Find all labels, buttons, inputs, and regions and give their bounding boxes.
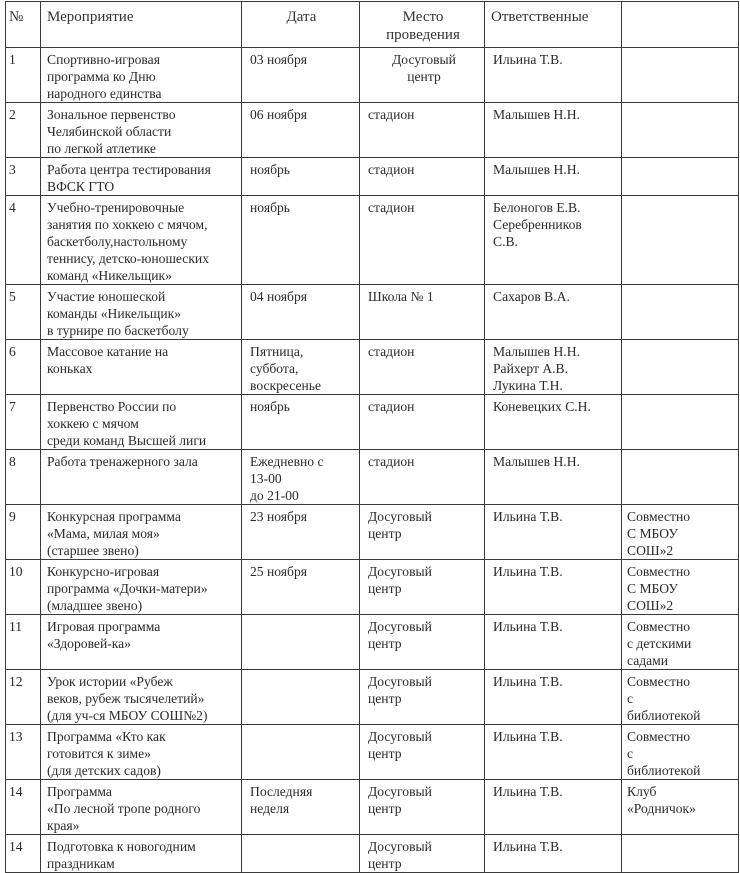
- event-place: Досуговый центр: [360, 670, 485, 725]
- table-row: [6, 505, 739, 560]
- table-row: [6, 615, 739, 670]
- table-row: [6, 285, 739, 340]
- event-place: Досуговый центр: [360, 835, 485, 873]
- event-name: Конкурсная программа «Мама, милая моя» (старшее звено): [41, 505, 242, 560]
- row-number: 11: [6, 615, 41, 670]
- event-note: [622, 103, 739, 158]
- row-number: 2: [6, 103, 41, 158]
- event-place: Досуговый центр: [360, 780, 485, 835]
- table-row: [6, 158, 739, 196]
- event-date: Ежедневно с 13-00 до 21-00: [242, 450, 360, 505]
- event-responsible: Ильина Т.В.: [485, 725, 622, 780]
- event-place: стадион: [360, 158, 485, 196]
- event-name: Массовое катание на коньках: [41, 340, 242, 395]
- event-note: Клуб «Родничок»: [622, 780, 739, 835]
- event-date: 06 ноября: [242, 103, 360, 158]
- table-row: [6, 560, 739, 615]
- event-date: ноябрь: [242, 395, 360, 450]
- event-responsible: Малышев Н.Н. Райхерт А.В. Лукина Т.Н.: [485, 340, 622, 395]
- event-date: [242, 725, 360, 780]
- table-body: [6, 48, 739, 873]
- table-row: [6, 196, 739, 285]
- table-row: [6, 450, 739, 505]
- event-responsible: Ильина Т.В.: [485, 670, 622, 725]
- table-row: [6, 780, 739, 835]
- event-note: [622, 158, 739, 196]
- row-number: 13: [6, 725, 41, 780]
- event-date: Последняя неделя: [242, 780, 360, 835]
- table-row: [6, 670, 739, 725]
- table-row: [6, 103, 739, 158]
- event-note: [622, 340, 739, 395]
- event-date: Пятница, суббота, воскресенье: [242, 340, 360, 395]
- row-number: 3: [6, 158, 41, 196]
- events-table: [5, 1, 739, 873]
- event-place: Досуговый центр: [360, 725, 485, 780]
- header-date: Дата: [242, 2, 360, 48]
- document-sheet: [5, 1, 738, 871]
- event-date: ноябрь: [242, 158, 360, 196]
- header-num: №: [6, 2, 41, 48]
- table-row: [6, 835, 739, 873]
- event-place: стадион: [360, 450, 485, 505]
- event-responsible: Коневецких С.Н.: [485, 395, 622, 450]
- event-responsible: Ильина Т.В.: [485, 615, 622, 670]
- event-place: Досуговый центр: [360, 48, 485, 103]
- event-date: 25 ноября: [242, 560, 360, 615]
- event-responsible: Ильина Т.В.: [485, 780, 622, 835]
- event-note: [622, 835, 739, 873]
- event-note: Совместно с детскими садами: [622, 615, 739, 670]
- event-note: Совместно С МБОУ СОШ»2: [622, 505, 739, 560]
- event-responsible: Ильина Т.В.: [485, 560, 622, 615]
- event-date: [242, 615, 360, 670]
- row-number: 12: [6, 670, 41, 725]
- event-date: [242, 670, 360, 725]
- event-name: Урок истории «Рубеж веков, рубеж тысячелетий» (для уч-ся МБОУ СОШ№2): [41, 670, 242, 725]
- row-number: 1: [6, 48, 41, 103]
- event-name: Подготовка к новогодним праздникам: [41, 835, 242, 873]
- event-date: 04 ноября: [242, 285, 360, 340]
- row-number: 6: [6, 340, 41, 395]
- event-note: Совместно С МБОУ СОШ»2: [622, 560, 739, 615]
- event-responsible: Ильина Т.В.: [485, 48, 622, 103]
- event-responsible: Малышев Н.Н.: [485, 450, 622, 505]
- row-number: 4: [6, 196, 41, 285]
- event-note: [622, 48, 739, 103]
- event-date: 23 ноября: [242, 505, 360, 560]
- event-note: [622, 450, 739, 505]
- event-responsible: Ильина Т.В.: [485, 835, 622, 873]
- event-responsible: Малышев Н.Н.: [485, 103, 622, 158]
- event-note: [622, 395, 739, 450]
- event-name: Зональное первенство Челябинской области по легкой атлетике: [41, 103, 242, 158]
- event-name: Программа «По лесной тропе родного края»: [41, 780, 242, 835]
- event-place: Школа № 1: [360, 285, 485, 340]
- event-name: Спортивно-игровая программа ко Дню народного единства: [41, 48, 242, 103]
- event-name: Игровая программа «Здоровей-ка»: [41, 615, 242, 670]
- row-number: 5: [6, 285, 41, 340]
- event-date: 03 ноября: [242, 48, 360, 103]
- event-place: стадион: [360, 340, 485, 395]
- table-row: [6, 48, 739, 103]
- row-number: 8: [6, 450, 41, 505]
- event-name: Конкурсно-игровая программа «Дочки-матери» (младшее звено): [41, 560, 242, 615]
- event-name: Программа «Кто как готовится к зиме» (для детских садов): [41, 725, 242, 780]
- row-number: 14: [6, 835, 41, 873]
- event-date: [242, 835, 360, 873]
- event-responsible: Малышев Н.Н.: [485, 158, 622, 196]
- event-place: Досуговый центр: [360, 615, 485, 670]
- header-responsible: Ответственные: [485, 2, 622, 48]
- row-number: 10: [6, 560, 41, 615]
- event-date: ноябрь: [242, 196, 360, 285]
- event-note: Совместно с библиотекой: [622, 725, 739, 780]
- event-place: стадион: [360, 196, 485, 285]
- event-place: стадион: [360, 395, 485, 450]
- row-number: 7: [6, 395, 41, 450]
- event-name: Работа центра тестирования ВФСК ГТО: [41, 158, 242, 196]
- event-name: Участие юношеской команды «Никельщик» в турнире по баскетболу: [41, 285, 242, 340]
- header-note: [622, 2, 739, 48]
- table-row: [6, 395, 739, 450]
- header-row: [6, 2, 739, 48]
- table-row: [6, 340, 739, 395]
- event-note: [622, 285, 739, 340]
- event-name: Работа тренажерного зала: [41, 450, 242, 505]
- event-responsible: Сахаров В.А.: [485, 285, 622, 340]
- table-row: [6, 725, 739, 780]
- row-number: 9: [6, 505, 41, 560]
- header-event: Мероприятие: [41, 2, 242, 48]
- event-note: [622, 196, 739, 285]
- event-responsible: Белоногов Е.В. Серебренников С.В.: [485, 196, 622, 285]
- event-note: Совместно с библиотекой: [622, 670, 739, 725]
- event-responsible: Ильина Т.В.: [485, 505, 622, 560]
- row-number: 14: [6, 780, 41, 835]
- event-place: Досуговый центр: [360, 560, 485, 615]
- event-place: стадион: [360, 103, 485, 158]
- event-name: Первенство России по хоккею с мячом среди команд Высшей лиги: [41, 395, 242, 450]
- event-name: Учебно-тренировочные занятия по хоккею с мячом, баскетболу,настольному теннису, детско-юношеских команд «Никельщик»: [41, 196, 242, 285]
- event-place: Досуговый центр: [360, 505, 485, 560]
- header-place: Место проведения: [360, 2, 485, 48]
